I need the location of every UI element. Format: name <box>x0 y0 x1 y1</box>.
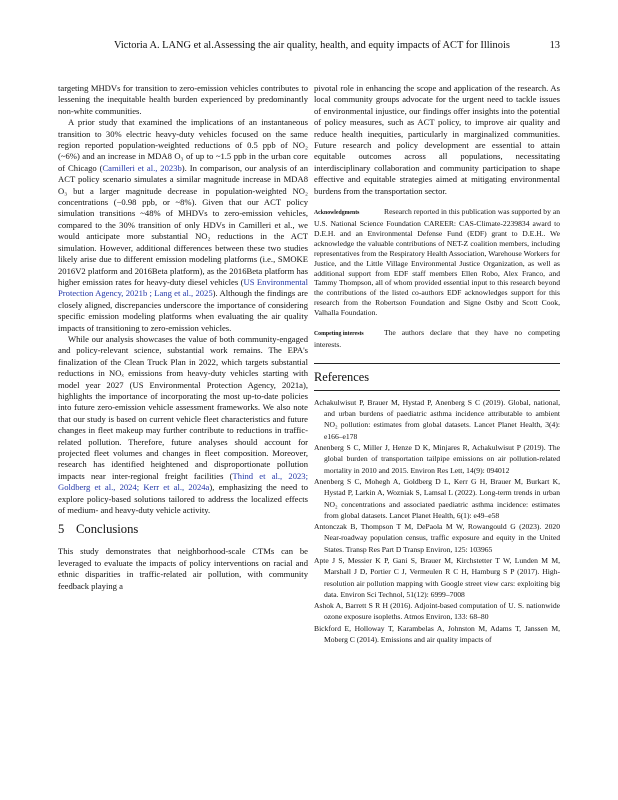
paragraph: targeting MHDVs for transition to zero-emission vehicles contributes to lessening the inequitable health burden experienced by predominantly non-white communities. <box>58 83 308 116</box>
acknowledgments-label: Acknowledgments <box>314 210 360 217</box>
page-number: 13 <box>549 40 560 51</box>
acknowledgments <box>314 207 560 318</box>
citation-link[interactable]: US Environmental Protection Agency, 2021b ; Lang et al., 2025 <box>58 276 308 299</box>
reference-list <box>314 397 560 646</box>
running-head: Victoria A. LANG et al.Assessing the air quality, health, and equity impacts of ACT for Illinois <box>114 40 510 51</box>
paragraph <box>58 334 308 517</box>
section-number: 5 <box>58 522 65 537</box>
paragraph: This study demonstrates that neighborhood-scale CTMs can be leveraged to evaluate the impacts of policy interventions on racial and ethnic disparities in traffic-related air pollution, with community feedback playing a <box>58 546 308 591</box>
reference-item: Ashok A, Barrett S R H (2016). Adjoint-based computation of U. S. nationwide ozone exposure isopleths. Atmos Environ, 133: 68–80 <box>314 601 560 622</box>
citation-link[interactable]: Thind et al., 2023; Goldberg et al., 2024; Kerr et al., 2024a <box>58 470 308 493</box>
divider <box>314 363 560 364</box>
section-heading <box>58 522 308 536</box>
paragraph-text: ). In comparison, our analysis of an ACT policy scenario simulates a similar magnitude increase in MDA8 O₃ but a larger magnitude decrease in population-weighted NO₂ concentrations (−0.98 ppb, or ~8%). Given that our ACT policy simulation transitions ~48% of MHDVs to zero-emission vehicles, compared to the 30% transition of only HDVs in Camilleri et al., we would anticipate more substantial NO₂ reductions in the ACT simulation. However, additional differences between these two studies likely arise due to different emission modeling platforms (i.e., SMOKE 2016V2 platform and 2016Beta platform), as the 2016Beta platform has higher emission rates for heavy-duty diesel vehicles ( <box>58 162 308 287</box>
paragraph <box>58 117 308 334</box>
references-heading: References <box>314 369 370 384</box>
reference-item: Anenberg S C, Miller J, Henze D K, Minjares R, Achakulwisut P (2019). The global burden of transportation tailpipe emissions on air pollution-related mortality in 2010 and 2015. Environ Res Lett, 14(9): 094012 <box>314 443 560 475</box>
paragraph-text: While our analysis showcases the value of both community-engaged and policy-relevant science, substantial work remains. The EPA's finalization of the Clean Truck Plan in 2022, which targets substantial reductions in NOₓ emissions from heavy-duty vehicles starting with model year 2027 (US Environmental Protection Agency, 2021a), highlights the importance of incorporating the most up-to-date policies into future zero-emission vehicle assessment frameworks. We also note that our study is based on current vehicle fleet characteristics and future changes in fleet makeup may further contribute to reductions in traffic-related pollution. Therefore, future analyses should account for projected fleet volumes and changes in fleet composition. Moreover, research has identified heightened and disproportionate pollution impacts near inter-regional freight facilities ( <box>58 333 308 481</box>
right-column <box>314 83 560 645</box>
reference-item: Apte J S, Messier K P, Gani S, Brauer M, Kirchstetter T W, Lunden M M, Marshall J D, Portier C J, Vermeulen R C H, Hamburg S P (2017). High-resolution air pollution mapping with Google street view cars: exploiting big data. Environ Sci Technol, 51(12): 6999–7008 <box>314 556 560 599</box>
reference-item: Achakulwisut P, Brauer M, Hystad P, Anenberg S C (2019). Global, national, and urban burdens of paediatric asthma incidence attributable to ambient NO₂ pollution: estimates from global datasets. Lancet Planet Health, 3(4): e166–e178 <box>314 397 560 441</box>
paragraph: pivotal role in enhancing the scope and application of the research. As local community groups advocate for the urgent need to tackle issues of environmental injustice, our findings offer insights into the potential of policy measures, such as ACT policy, to improve air quality and reduce health inequities, particularly in marginalized communities. Future research and policy development are essential to attain equitable outcomes across all populations, necessitating interdisciplinary collaboration and community participation to shape effective and equitable strategies aimed at mitigating environmental burdens from the transportation sector. <box>314 83 560 196</box>
competing-interests <box>314 328 560 350</box>
section-title: Conclusions <box>76 522 139 537</box>
reference-item: Anenberg S C, Mohegh A, Goldberg D L, Kerr G H, Brauer M, Burkart K, Hystad P, Larkin A, Wozniak S, Lamsal L (2022). Long-term trends in urban NO₂ concentrations and associated paediatric asthma incidence: estimates from global datasets. Lancet Planet Health, 6(1): e49–e58 <box>314 476 560 520</box>
paragraph-text: ). Although the findings are closely aligned, discrepancies underscore the importance of considering specific emission modeling platforms when evaluating the air quality impacts of transitioning to zero-emission vehicles. <box>58 288 308 333</box>
competing-interests-label: Competing interests <box>314 331 364 338</box>
paragraph-text: A prior study that examined the implications of an instantaneous transition to 30% electric heavy-duty vehicles focused on the same region reported population-weighted reductions of 0.5 ppb of NO₂ (~6%) and an increase in MDA8 O₃ of up to ~1.5 ppb in the urban core of Chicago ( <box>58 117 308 173</box>
left-column <box>58 83 308 592</box>
divider <box>314 390 560 391</box>
page-header <box>58 40 560 54</box>
reference-item: Antonczak B, Thompson T M, DePaola M W, Rowangould G (2023). 2020 Near-roadway population census, traffic exposure and equity in the United States. Transp Res Part D Transp Environ, 125: 103965 <box>314 522 560 554</box>
paragraph-text: ), emphasizing the need to explore policy-based solutions tailored to address the localized effects of medium- and heavy-duty vehicle activity. <box>58 482 308 516</box>
competing-interests-text: The authors declare that they have no competing interests. <box>314 328 560 349</box>
reference-item: Bickford E, Holloway T, Karambelas A, Johnston M, Adams T, Janssen M, Moberg C (2014). Emissions and air quality impacts of <box>314 623 560 645</box>
acknowledgments-text: Research reported in this publication was supported by an U.S. National Science Foundation CAREER: CAS-Climate-2239834 award to D.E.H. and an Environmental Defense Fund (EDF) grant to D.E.H.. We acknowledge the valuable contributions of NET-Z coalition members, including representatives from the Respiratory Health Association, Warehouse Workers for Justice, and the Little Village Environmental Justice Organization, as well as additional support from EDF staff members Ellen Robo, Alex Franco, and Tammy Thompson, all of whom provided essential input to this research beyond the contributions of the listed co-authors EDF acknowledges support for this research from the Robertson Foundation and Signe Ostby and Scott Cook, Valhalla Foundation. <box>314 207 560 318</box>
citation-link[interactable]: Camilleri et al., 2023b <box>102 162 182 173</box>
